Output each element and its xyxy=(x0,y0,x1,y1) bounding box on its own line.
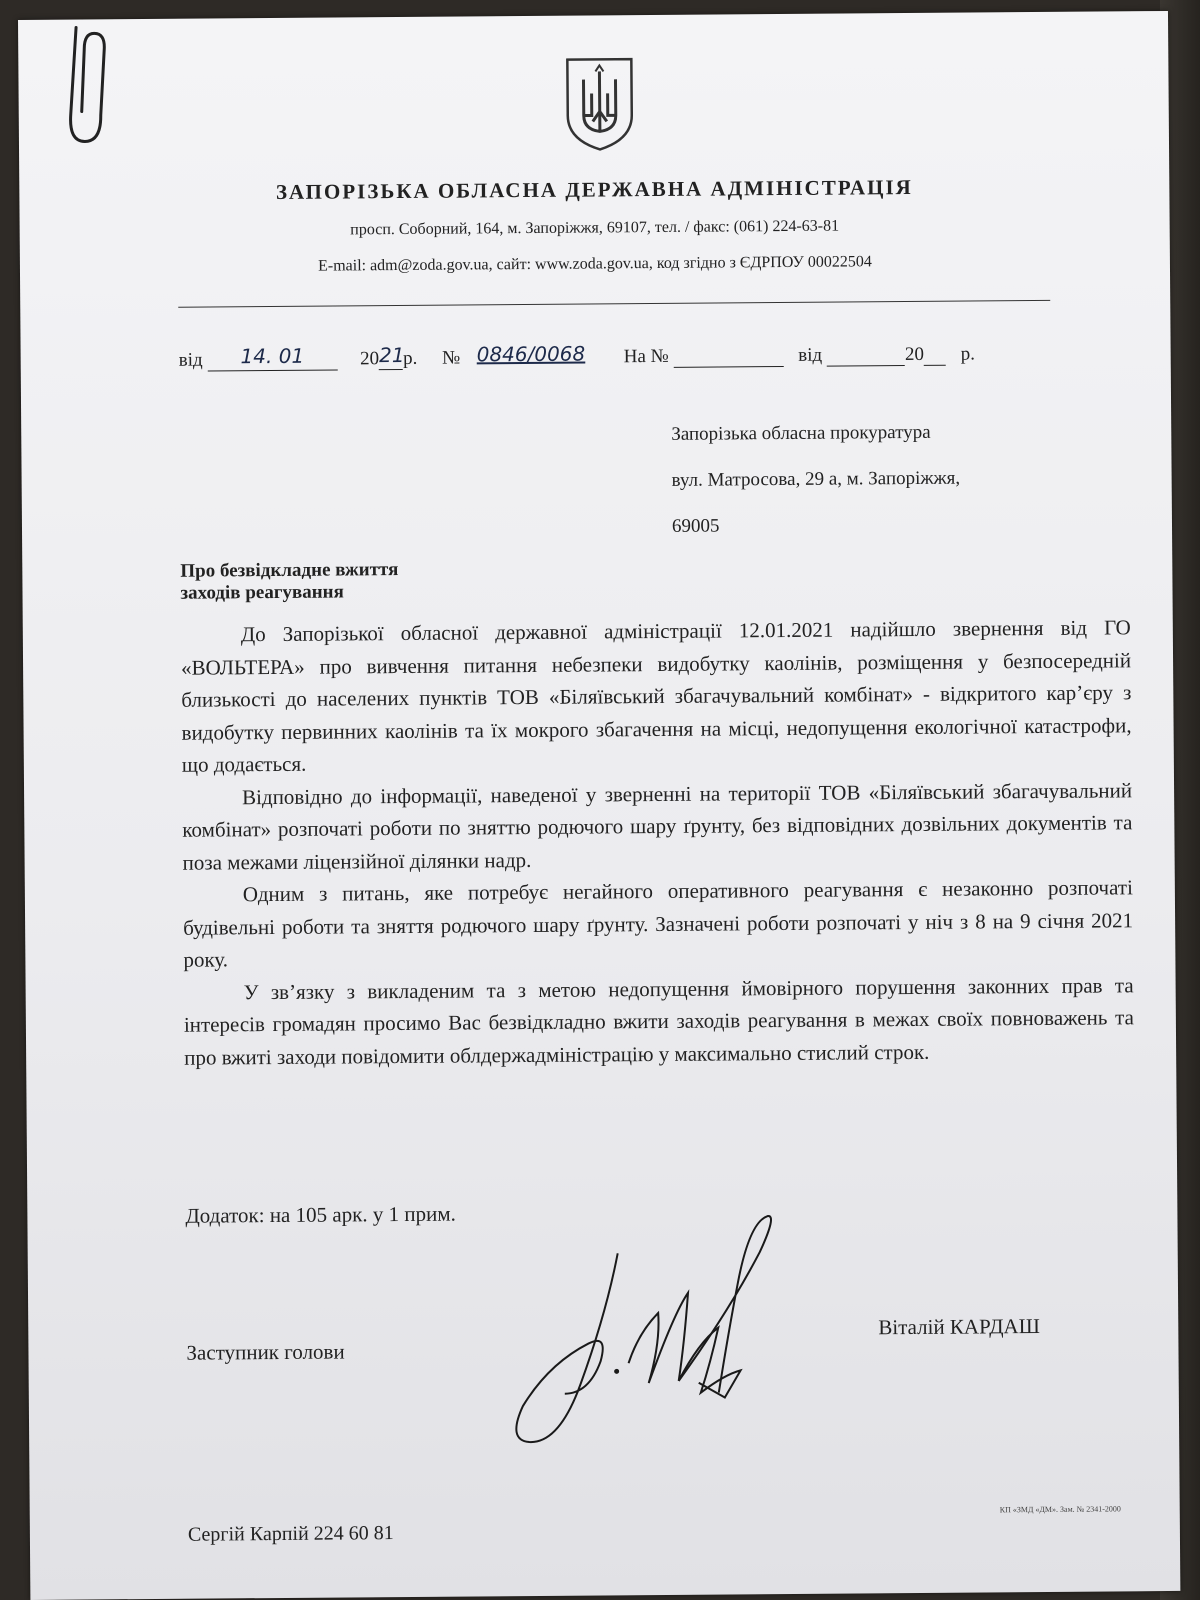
attachment-note: Додаток: на 105 арк. у 1 прим. xyxy=(185,1201,456,1228)
handwritten-signature xyxy=(487,1192,809,1455)
executor-contact: Сергій Карпій 224 60 81 xyxy=(187,1522,394,1546)
signatory-name: Віталій КАРДАШ xyxy=(878,1314,1040,1340)
coat-of-arms-icon xyxy=(561,53,638,154)
subject-line-1: Про безвідкладне вжиття xyxy=(180,559,399,582)
recipient-line-3: 69005 xyxy=(671,515,720,537)
reply-year-prefix: 20 xyxy=(904,343,925,366)
header-divider xyxy=(178,300,1050,308)
organization-address: просп. Соборний, 164, м. Запоріжжя, 69107, тел. / факс: (061) 224-63-81 xyxy=(350,217,840,239)
reply-year-field xyxy=(924,343,946,366)
letter-sheet xyxy=(18,11,1180,1600)
reference-line xyxy=(179,342,975,371)
signatory-position: Заступник голови xyxy=(186,1339,345,1365)
recipient-line-1: Запорізька обласна прокуратура xyxy=(671,421,931,445)
from-label: від xyxy=(178,349,203,371)
printer-mark: КП «ЗМД «ДМ». Зам. № 2341-2000 xyxy=(999,1504,1121,1515)
subject-line-2: заходів реагування xyxy=(180,581,344,604)
year-handwritten: 21 xyxy=(378,342,405,368)
date-handwritten: 14. 01 xyxy=(240,343,305,369)
body-paragraph-1: До Запорізької обласної державної адміністрації 12.01.2021 надійшло звернення від ГО «ВОЛЬТЕРА» про вивчення питання небезпеки видобутку каолінів, розміщення у безпосередній близькості до населених пунктів ТОВ «Біляївський збагачувальний комбінат» - відкритого кар’єру з видобутку первинних каолінів та їх мокрого збагачення на місці, недопущення екологічної катастрофи, що додається. xyxy=(180,615,1132,777)
year-field xyxy=(378,342,405,370)
reply-to-label: На № xyxy=(623,345,669,368)
organization-name: ЗАПОРІЗЬКА ОБЛАСНА ДЕРЖАВНА АДМІНІСТРАЦІЯ xyxy=(275,174,913,204)
number-label: № xyxy=(442,347,461,369)
reply-year-suffix: р. xyxy=(960,343,976,365)
body-paragraph-2: Відповідно до інформації, наведеної у зверненні на території ТОВ «Біляївський збагачувальний комбінат» розпочаті роботи по зняттю родючого шару ґрунту, без відповідних дозвільних документів та поза межами ліцензійної ділянки надр. xyxy=(182,777,1133,875)
reply-number-field xyxy=(673,344,783,368)
recipient-line-2: вул. Матросова, 29 а, м. Запоріжжя, xyxy=(671,467,961,491)
body-paragraph-4: У зв’язку з викладеним та з метою недопущення ймовірного порушення законних прав та інтересів громадян просимо Вас безвідкладно вжити заходів реагування в межах своїх повноважень та про вжиті заходи повідомити облдержадміністрацію у максимально стислий строк. xyxy=(183,972,1134,1070)
number-handwritten: 0846/0068 xyxy=(476,341,586,367)
date-field xyxy=(207,343,337,372)
paper-clip-icon xyxy=(54,19,115,149)
year-prefix: 20 xyxy=(360,348,380,370)
reply-from-label: від xyxy=(798,344,823,366)
number-field xyxy=(465,341,597,369)
body-paragraph-3: Одним з питань, яке потребує негайного оперативного реагування є незаконно розпочаті будівельні роботи та зняття родючого шару ґрунту. Зазначені роботи розпочаті у ніч з 8 на 9 січня 2021 року. xyxy=(183,875,1134,972)
letter-subject xyxy=(180,559,398,605)
reply-date-field xyxy=(827,343,905,367)
year-suffix: р. xyxy=(403,347,418,369)
organization-contacts: E-mail: adm@zoda.gov.ua, сайт: www.zoda.gov.ua, код згідно з ЄДРПОУ 00022504 xyxy=(318,253,872,275)
letter-body xyxy=(181,611,1135,1073)
